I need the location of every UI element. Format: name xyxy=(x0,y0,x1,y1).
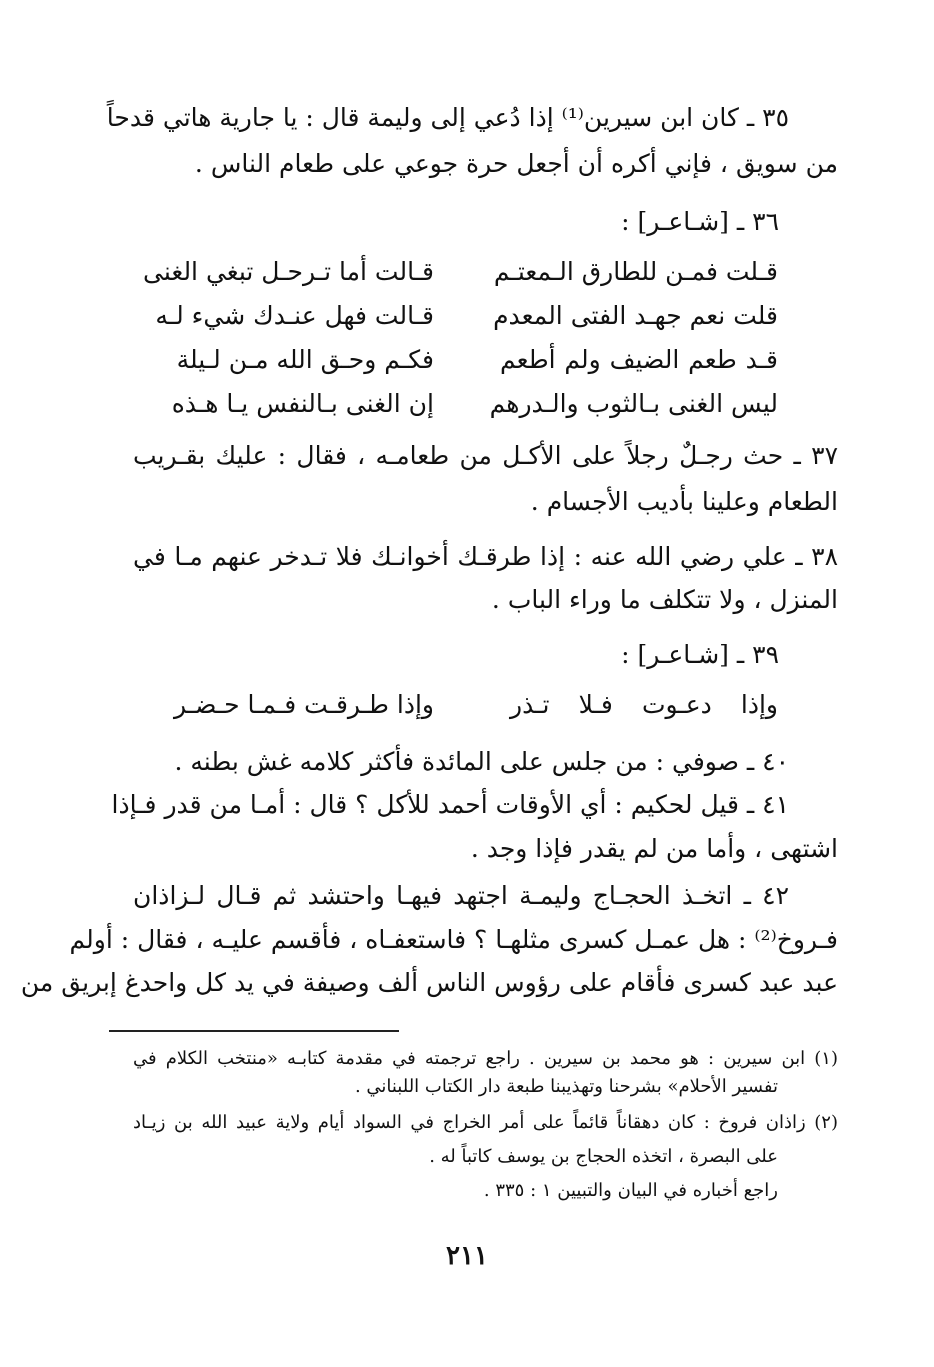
verse-1-first-hemistich: قـالت أما تـرحـل تبغي الغنى xyxy=(143,257,434,286)
verse-4-second-hemistich: ليس الغنى بـالثوب والـدرهم xyxy=(489,389,778,418)
heading-39-poet: ٣٩ ـ [شـاعـر] : xyxy=(621,640,779,669)
paragraph-41-line-1: ٤١ ـ قيل لحكيم : أي الأوقات أحمد للأكل ؟ قال : أمـا من قدر فـإذا xyxy=(111,790,789,819)
verse-1-second-hemistich: قـلت فمـن للطارق الـمعتـم xyxy=(493,257,778,286)
footnote-2-line-2: على البصرة ، اتخذه الحجاج بن يوسف كاتباً له . xyxy=(429,1146,778,1167)
footnote-1-line-1: (١) ابن سيرين : هو محمد بن سيرين . راجع ترجمته في مقدمة كتابـه «منتخب الكلام في xyxy=(133,1048,838,1069)
verse-2-second-hemistich: قلت نعم جهـد الفتى المعدم xyxy=(493,301,778,330)
verse-39-first-hemistich: وإذا طـرقـت فـمـا حـضـر xyxy=(173,690,434,719)
verse-3-second-hemistich: قـد طعم الضيف ولم أطعم xyxy=(500,345,778,374)
paragraph-38-line-2: المنزل ، ولا تتكلف ما وراء الباب . xyxy=(491,585,838,614)
paragraph-37-line-2: الطعام وعلينا بأديب الأجسام . xyxy=(530,487,838,516)
footnote-2-line-1: (٢) زاذان فروخ : كان دهقاناً قائماً على أمر الخراج في السواد أيام ولاية عبيد الله بن زيـاد xyxy=(133,1112,838,1133)
paragraph-37-line-1: ٣٧ ـ حث رجـلٌ رجلاً على الأكـل من طعامـه ، فقال : عليك بقـريب xyxy=(133,441,838,470)
paragraph-35-line-1: ٣٥ ـ كان ابن سيرين⁽¹⁾ إذا دُعي إلى وليمة قال : يا جارية هاتي قدحاً xyxy=(106,103,789,132)
paragraph-40-line-1: ٤٠ ـ صوفي : من جلس على المائدة فأكثر كلامه غش بطنه . xyxy=(174,747,789,776)
verse-39-second-hemistich: وإذا دعـوت فـلا تـذر xyxy=(510,690,778,719)
page-number: ٢١١ xyxy=(446,1241,488,1271)
paragraph-35-line-2: من سويق ، فإني أكره أن أجعل حرة جوعي على طعام الناس . xyxy=(194,149,838,178)
verse-2-first-hemistich: قـالت فهل عنـدك شيء لـه xyxy=(155,301,434,330)
paragraph-42-line-3: عبد عبد كسرى فأقام على رؤوس الناس ألف وصيفة في يد كل واحدغ إبريق من xyxy=(20,968,838,997)
paragraph-42-line-2: فـروخ⁽²⁾ : هل عمـل كسرى مثلهـا ؟ فاستعفـاه ، فأقسم عليـه ، فقال : أولم xyxy=(69,925,838,954)
heading-36-poet: ٣٦ ـ [شـاعـر] : xyxy=(621,207,779,236)
footnote-1-line-2: تفسير الأحلام» بشرحنا وتهذيبنا طبعة دار الكتاب اللبناني . xyxy=(354,1076,778,1097)
paragraph-42-line-1: ٤٢ ـ اتخـذ الحجـاج وليمـة اجتهد فيهـا واحتشد ثم قـال لـزاذان xyxy=(133,881,789,910)
footnote-2-line-3: راجع أخباره في البيان والتبيين ١ : ٣٣٥ . xyxy=(483,1180,778,1201)
verse-3-first-hemistich: فكـم وحـق الله مـن لـيلة xyxy=(176,345,434,374)
verse-4-first-hemistich: إن الغنى بـالنفس يـا هـذه xyxy=(171,389,434,418)
footnote-separator xyxy=(109,1030,399,1032)
paragraph-38-line-1: ٣٨ ـ علي رضي الله عنه : إذا طرقـك أخوانـك فلا تـدخر عنهم مـا في xyxy=(133,542,838,571)
paragraph-41-line-2: اشتهى ، وأما من لم يقدر فإذا وجد . xyxy=(470,834,838,863)
